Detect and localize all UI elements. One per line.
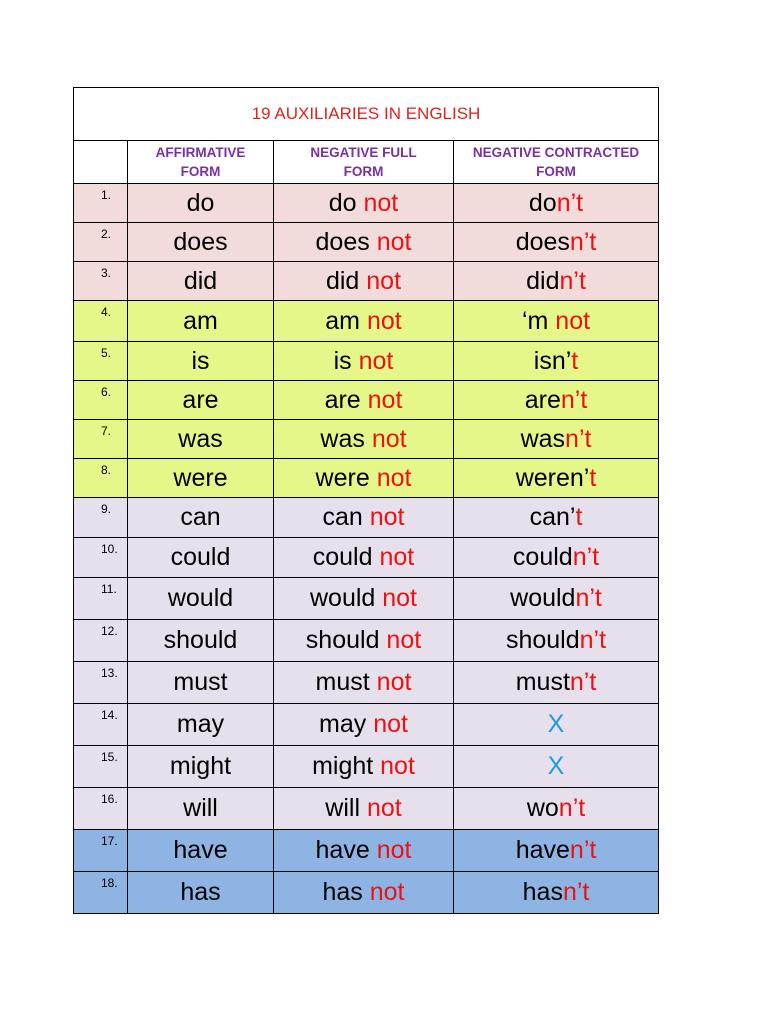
- negative-full-not: not: [373, 710, 408, 738]
- negative-full-form: [274, 746, 454, 788]
- not-applicable-mark: X: [547, 752, 565, 780]
- negative-contracted-form: [454, 830, 659, 872]
- negative-full-base: am: [325, 306, 367, 335]
- negative-contracted-base: can’: [529, 503, 576, 531]
- negative-contracted-form: [454, 662, 659, 704]
- negative-contracted-base: weren’: [515, 463, 590, 492]
- header-row: [74, 141, 659, 184]
- negative-contracted-base: did: [526, 266, 560, 295]
- negative-full-not: not: [386, 626, 422, 654]
- negative-full-form: [274, 301, 454, 342]
- header-number: [74, 141, 128, 184]
- affirmative-form: are: [128, 381, 274, 420]
- header-affirmative-line2: FORM: [180, 164, 221, 179]
- negative-contracted-suffix: n’t: [575, 584, 602, 612]
- auxiliaries-table-body: [74, 88, 659, 914]
- negative-full-base: may: [319, 710, 374, 738]
- negative-full-base: is: [333, 346, 359, 375]
- negative-full-not: not: [380, 752, 415, 780]
- negative-contracted-base: wo: [526, 794, 559, 822]
- negative-contracted-suffix: n’t: [572, 543, 600, 571]
- table-row: [74, 538, 659, 578]
- row-number: 4.: [74, 301, 128, 342]
- negative-contracted-suffix: n’t: [569, 836, 597, 864]
- negative-full-base: might: [312, 752, 381, 780]
- negative-contracted-form: [454, 342, 659, 381]
- table-row: [74, 381, 659, 420]
- negative-full-not: not: [366, 794, 402, 822]
- negative-contracted-base: should: [505, 626, 580, 654]
- affirmative-form: could: [128, 538, 274, 578]
- negative-full-form: [274, 872, 454, 914]
- affirmative-form: am: [128, 301, 274, 342]
- header-negative-full-line2: FORM: [343, 164, 384, 179]
- negative-contracted-base: have: [515, 836, 570, 864]
- row-number: 3.: [74, 262, 128, 301]
- table-row: [74, 420, 659, 459]
- negative-full-not: not: [376, 836, 412, 864]
- row-number: 17.: [74, 830, 128, 872]
- table-row: [74, 746, 659, 788]
- negative-full-base: will: [325, 794, 367, 822]
- negative-full-base: were: [315, 463, 377, 492]
- negative-full-base: must: [315, 668, 377, 696]
- negative-contracted-base: could: [512, 543, 573, 571]
- negative-contracted-suffix: n’t: [562, 878, 590, 906]
- affirmative-form: have: [128, 830, 274, 872]
- row-number: 15.: [74, 746, 128, 788]
- not-applicable-mark: X: [547, 710, 565, 738]
- table-row: [74, 788, 659, 830]
- header-negative-contracted-line1: NEGATIVE CONTRACTED: [472, 145, 640, 160]
- row-number: 14.: [74, 704, 128, 746]
- negative-contracted-form: [454, 459, 659, 498]
- negative-full-form: [274, 662, 454, 704]
- negative-contracted-form: [454, 620, 659, 662]
- table-row: [74, 223, 659, 262]
- negative-full-base: can: [322, 503, 370, 531]
- row-number: 9.: [74, 498, 128, 538]
- negative-full-not: not: [376, 227, 412, 256]
- affirmative-form: does: [128, 223, 274, 262]
- row-number: 6.: [74, 381, 128, 420]
- negative-full-base: has: [322, 878, 370, 906]
- table-row: [74, 830, 659, 872]
- negative-full-base: have: [315, 836, 377, 864]
- table-row: [74, 704, 659, 746]
- negative-full-not: not: [363, 188, 399, 217]
- header-negative-contracted: [454, 141, 659, 184]
- table-row: [74, 620, 659, 662]
- row-number: 13.: [74, 662, 128, 704]
- affirmative-form: might: [128, 746, 274, 788]
- header-affirmative: [128, 141, 274, 184]
- table-row: [74, 578, 659, 620]
- negative-contracted-form: [454, 578, 659, 620]
- row-number: 11.: [74, 578, 128, 620]
- negative-contracted-form: [454, 498, 659, 538]
- negative-full-not: not: [367, 385, 403, 414]
- table-row: [74, 262, 659, 301]
- negative-contracted-suffix: not: [555, 306, 591, 335]
- negative-full-base: does: [315, 227, 377, 256]
- negative-contracted-suffix: n’t: [558, 794, 586, 822]
- negative-contracted-form: [454, 301, 659, 342]
- negative-full-form: [274, 578, 454, 620]
- auxiliaries-table: [73, 87, 659, 914]
- header-negative-contracted-line2: FORM: [536, 164, 576, 179]
- negative-contracted-suffix: n’t: [569, 668, 597, 696]
- negative-full-form: [274, 498, 454, 538]
- negative-contracted-suffix: t: [571, 346, 579, 375]
- header-affirmative-line1: AFFIRMATIVE: [155, 145, 246, 160]
- affirmative-form: would: [128, 578, 274, 620]
- negative-contracted-form: [454, 788, 659, 830]
- negative-full-form: [274, 538, 454, 578]
- negative-full-base: would: [309, 584, 383, 612]
- table-row: [74, 342, 659, 381]
- affirmative-form: was: [128, 420, 274, 459]
- negative-contracted-form: [454, 746, 659, 788]
- row-number: 7.: [74, 420, 128, 459]
- negative-full-not: not: [371, 424, 407, 453]
- negative-contracted-form: [454, 420, 659, 459]
- table-row: [74, 184, 659, 223]
- negative-contracted-suffix: n’t: [565, 424, 592, 453]
- negative-full-base: are: [324, 385, 368, 414]
- negative-full-base: could: [312, 543, 380, 571]
- negative-contracted-form: [454, 872, 659, 914]
- affirmative-form: is: [128, 342, 274, 381]
- affirmative-form: did: [128, 262, 274, 301]
- affirmative-form: will: [128, 788, 274, 830]
- row-number: 1.: [74, 184, 128, 223]
- negative-contracted-suffix: n’t: [579, 626, 607, 654]
- negative-contracted-base: ‘m: [521, 306, 556, 335]
- row-number: 2.: [74, 223, 128, 262]
- row-number: 18.: [74, 872, 128, 914]
- table-row: [74, 498, 659, 538]
- negative-full-base: did: [325, 266, 367, 295]
- table-title: 19 AUXILIARIES IN ENGLISH: [74, 88, 659, 141]
- negative-full-form: [274, 420, 454, 459]
- negative-contracted-base: must: [515, 668, 570, 696]
- affirmative-form: were: [128, 459, 274, 498]
- negative-full-base: do: [328, 188, 364, 217]
- affirmative-form: should: [128, 620, 274, 662]
- negative-full-base: was: [320, 424, 372, 453]
- negative-contracted-suffix: t: [589, 463, 597, 492]
- negative-contracted-base: has: [522, 878, 563, 906]
- negative-full-form: [274, 459, 454, 498]
- negative-full-form: [274, 223, 454, 262]
- negative-contracted-suffix: t: [575, 503, 583, 531]
- negative-full-form: [274, 342, 454, 381]
- negative-full-form: [274, 262, 454, 301]
- table-row: [74, 872, 659, 914]
- affirmative-form: may: [128, 704, 274, 746]
- negative-full-form: [274, 620, 454, 662]
- negative-contracted-form: [454, 704, 659, 746]
- negative-contracted-form: [454, 538, 659, 578]
- negative-full-not: not: [366, 306, 402, 335]
- negative-full-not: not: [376, 463, 412, 492]
- negative-full-not: not: [382, 584, 418, 612]
- negative-full-form: [274, 381, 454, 420]
- negative-contracted-base: are: [524, 385, 561, 414]
- negative-full-form: [274, 184, 454, 223]
- row-number: 12.: [74, 620, 128, 662]
- negative-full-not: not: [369, 878, 405, 906]
- negative-contracted-form: [454, 381, 659, 420]
- table-row: [74, 662, 659, 704]
- negative-full-not: not: [376, 668, 412, 696]
- negative-contracted-base: does: [515, 227, 570, 256]
- table-row: [74, 301, 659, 342]
- negative-full-form: [274, 830, 454, 872]
- negative-contracted-form: [454, 184, 659, 223]
- row-number: 10.: [74, 538, 128, 578]
- row-number: 16.: [74, 788, 128, 830]
- negative-full-base: should: [305, 626, 387, 654]
- negative-contracted-suffix: n’t: [559, 266, 586, 295]
- header-negative-full-line1: NEGATIVE FULL: [310, 145, 417, 160]
- negative-full-not: not: [379, 543, 415, 571]
- negative-full-not: not: [358, 346, 394, 375]
- negative-contracted-form: [454, 223, 659, 262]
- row-number: 8.: [74, 459, 128, 498]
- negative-contracted-suffix: n’t: [569, 227, 597, 256]
- row-number: 5.: [74, 342, 128, 381]
- negative-contracted-suffix: n’t: [560, 385, 588, 414]
- negative-contracted-form: [454, 262, 659, 301]
- negative-full-not: not: [366, 266, 402, 295]
- negative-contracted-base: isn’: [533, 346, 572, 375]
- header-negative-full: [274, 141, 454, 184]
- title-row: [74, 88, 659, 141]
- negative-contracted-suffix: n’t: [556, 188, 584, 217]
- affirmative-form: must: [128, 662, 274, 704]
- negative-contracted-base: was: [520, 424, 566, 453]
- negative-full-not: not: [369, 503, 405, 531]
- negative-contracted-base: would: [510, 584, 576, 612]
- negative-full-form: [274, 788, 454, 830]
- negative-full-form: [274, 704, 454, 746]
- affirmative-form: has: [128, 872, 274, 914]
- affirmative-form: can: [128, 498, 274, 538]
- negative-contracted-base: do: [528, 188, 557, 217]
- table-row: [74, 459, 659, 498]
- affirmative-form: do: [128, 184, 274, 223]
